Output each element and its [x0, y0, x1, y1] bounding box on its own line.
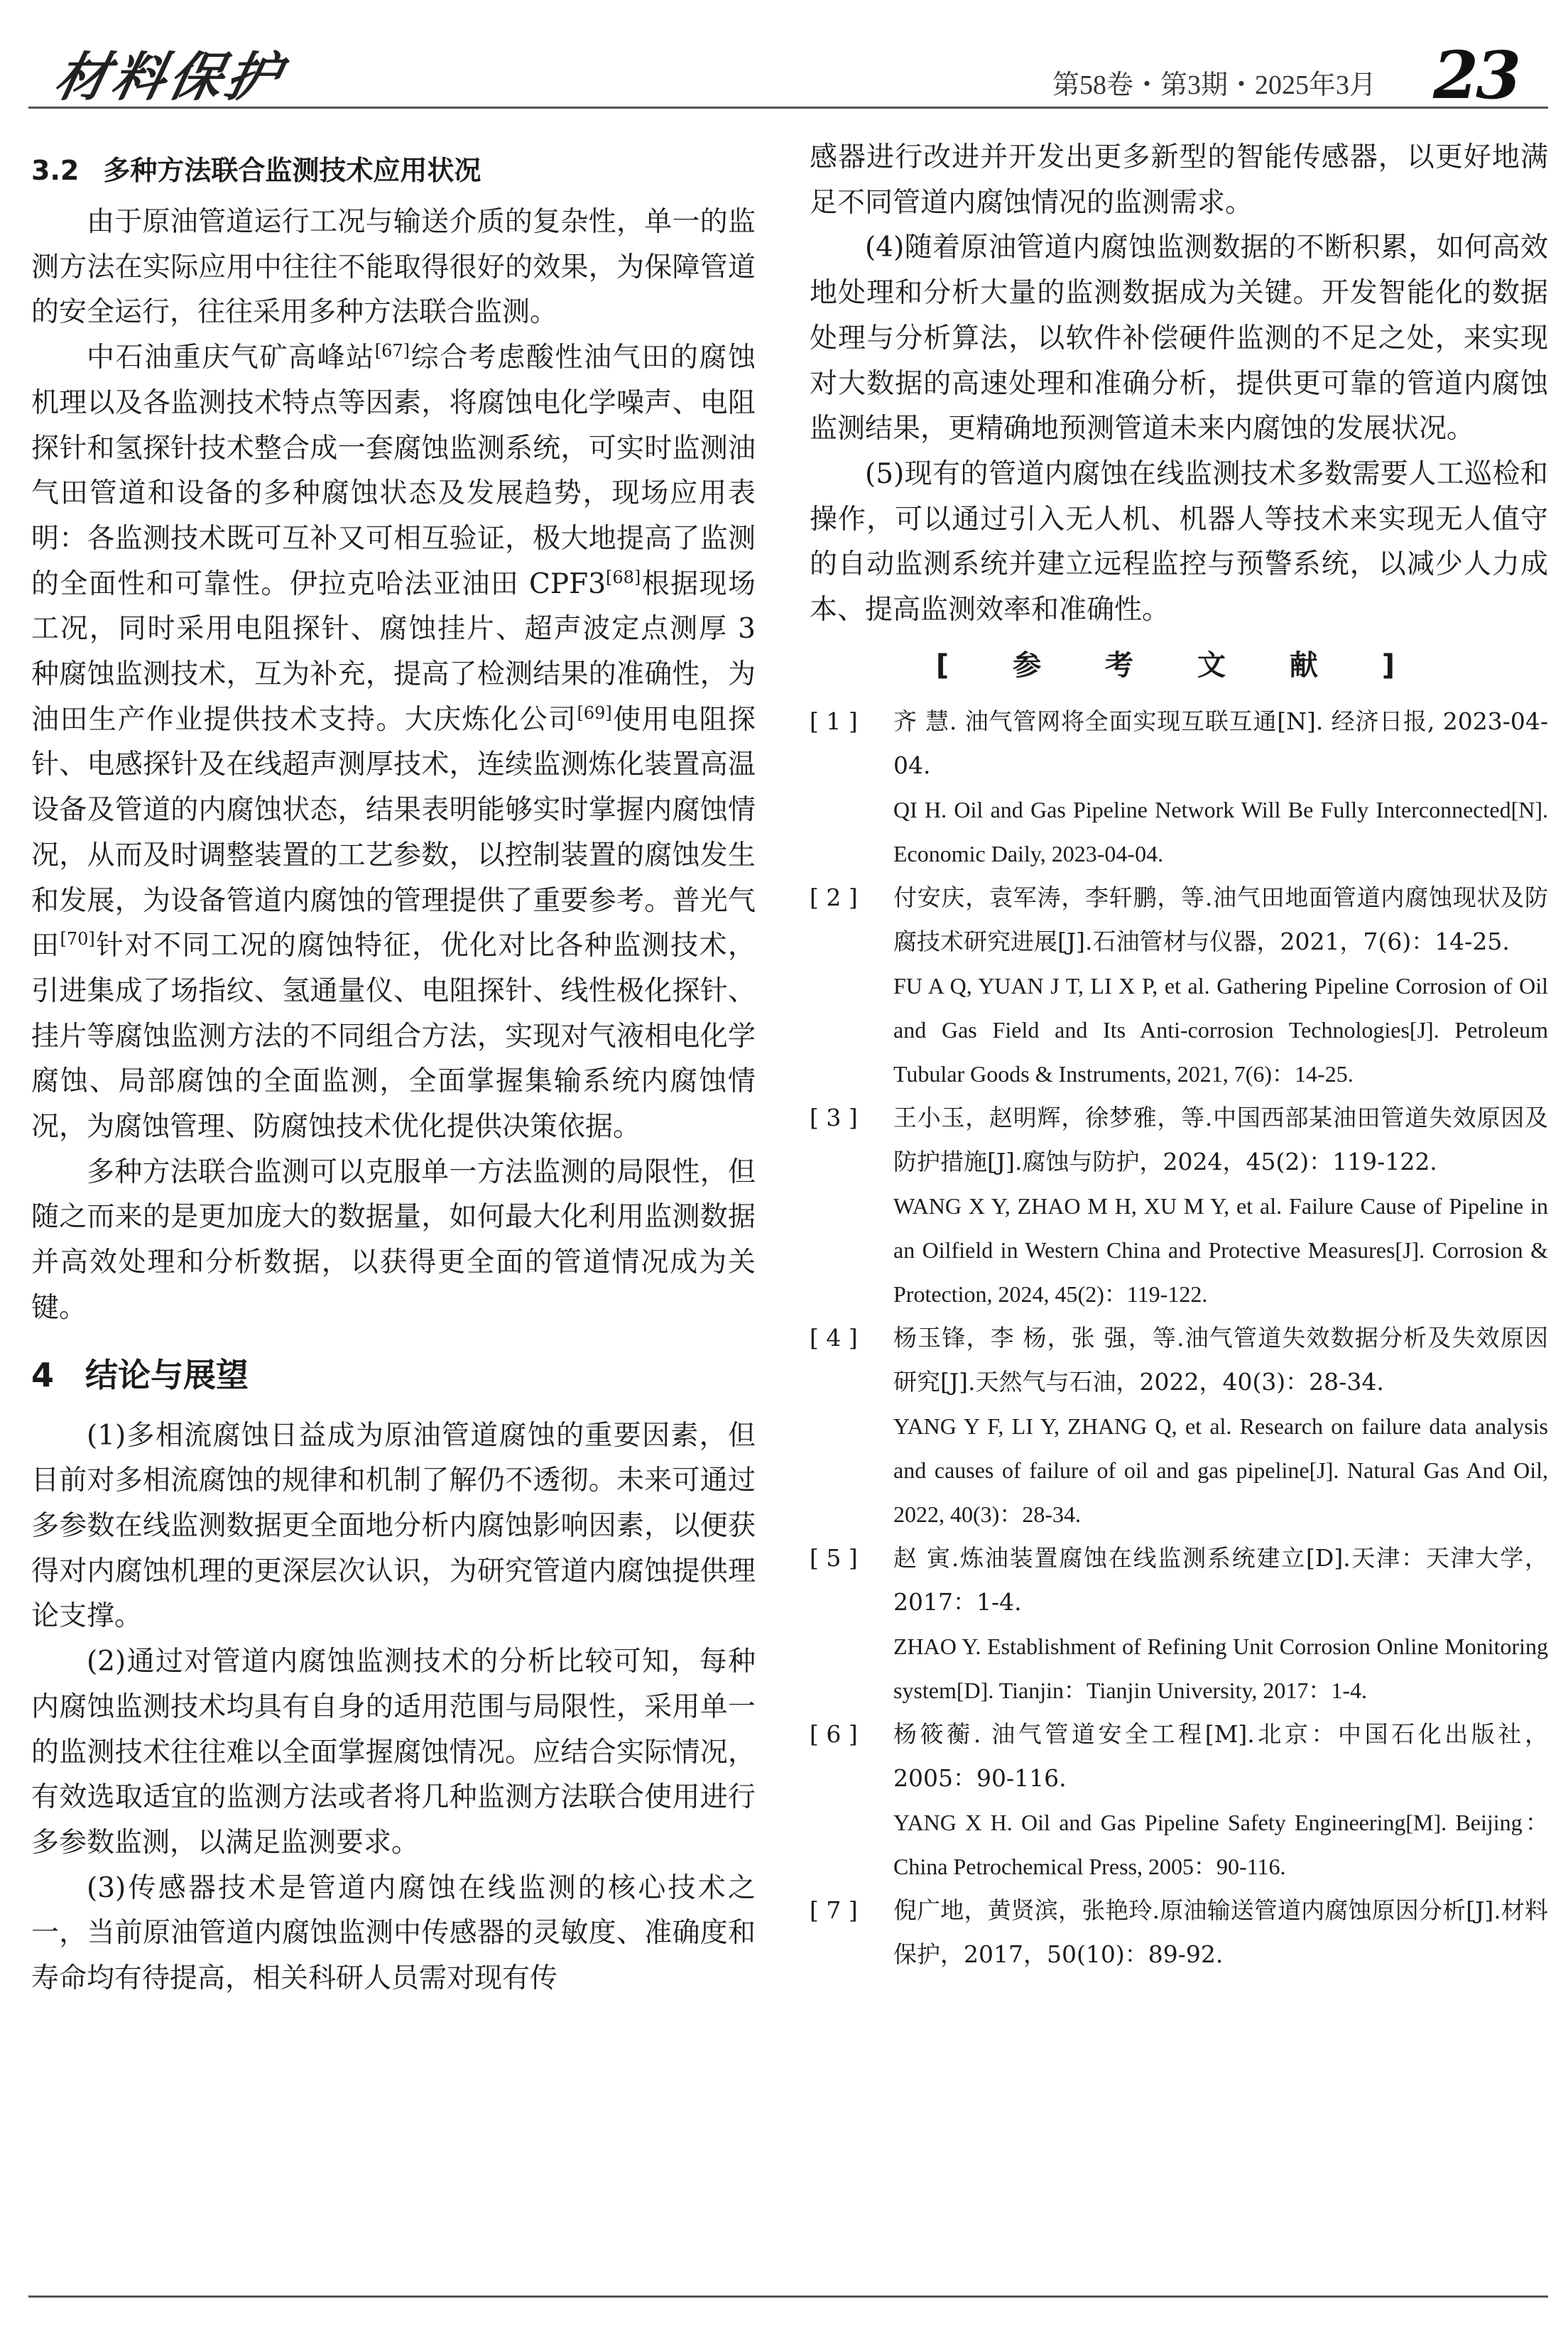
citation: [69] — [577, 702, 612, 723]
text-run: 根据现场工况，同时采用电阻探针、腐蚀挂片、超声波定点测厚 3 种腐蚀监测技术，互为补充，提高了检测结果的准确性，为油田生产作业提供技术支持。大庆炼化公司 — [31, 567, 756, 736]
conclusion-1: (1)多相流腐蚀日益成为原油管道腐蚀的重要因素，但目前对多相流腐蚀的规律和机制了解仍不透彻。未来可通过多参数在线监测数据更全面地分析内腐蚀影响因素，以便获得对内腐蚀机理的更深层次认识，为研究管道内腐蚀提供理论支撑。 — [31, 1419, 756, 1633]
page-header — [28, 21, 1554, 114]
reference-cn: 杨筱蘅. 油气管道安全工程[M].北京：中国石化出版社，2005：90-116. — [893, 1719, 1548, 1792]
right-column — [810, 135, 1548, 1977]
reference-cn: 倪广地，黄贤滨，张艳玲.原油输送管道内腐蚀原因分析[J].材料保护，2017，50(10)：89-92. — [893, 1896, 1548, 1968]
section-3-2-heading — [31, 153, 756, 188]
citation: [67] — [374, 341, 410, 362]
page-number: 23 — [1432, 37, 1518, 114]
references-heading: [ 参 考 文 献 ] — [935, 648, 1422, 682]
reference-cn: 付安庆，袁军涛，李轩鹏，等.油气田地面管道内腐蚀现状及防腐技术研究进展[J].石油管材与仪器，2021，7(6)：14-25. — [893, 883, 1548, 955]
text-run: 中石油重庆气矿高峰站 — [87, 342, 375, 374]
reference-en: FU A Q, YUAN J T, LI X P, et al. Gathering Pipeline Corrosion of Oil and Gas Field and Its Anti-corrosion Technologies[J]. Petroleum Tubular Goods & Instruments, 2021, 7(6)：14-25. — [893, 972, 1548, 1087]
reference-number: [ 5 ] — [810, 1543, 858, 1572]
reference-en: YANG X H. Oil and Gas Pipeline Safety Engineering[M]. Beijing：China Petrochemical Press, 2005：90-116. — [893, 1809, 1548, 1879]
reference-item — [810, 876, 1548, 1096]
reference-list — [810, 700, 1548, 1977]
reference-en: WANG X Y, ZHAO M H, XU M Y, et al. Failure Cause of Pipeline in an Oilfield in Western China and Protective Measures[J]. Corrosion & Protection, 2024, 45(2)：119-122. — [893, 1192, 1548, 1307]
section-title: 多种方法联合监测技术应用状况 — [103, 155, 481, 186]
text-run: 针对不同工况的腐蚀特征，优化对比各种监测技术，引进集成了场指纹、氢通量仪、电阻探针、线性极化探针、挂片等腐蚀监测方法的不同组合方法，实现对气液相电化学腐蚀、局部腐蚀的全面监测，全面掌握集输系统内腐蚀情况，为腐蚀管理、防腐蚀技术优化提供决策依据。 — [31, 930, 756, 1143]
paragraph-case-studies — [31, 335, 756, 1150]
reference-item — [810, 1889, 1548, 1977]
reference-item — [810, 1536, 1548, 1712]
citation: [70] — [60, 929, 95, 950]
reference-cn: 赵 寅.炼油装置腐蚀在线监测系统建立[D].天津：天津大学，2017：1-4. — [893, 1543, 1548, 1616]
reference-en: ZHAO Y. Establishment of Refining Unit Corrosion Online Monitoring system[D]. Tianjin：Tianjin University, 2017：1-4. — [893, 1633, 1548, 1703]
text-run: 使用电阻探针、电感探针及在线超声测厚技术，连续监测炼化装置高温设备及管道的内腐蚀状态，结果表明能够实时掌握内腐蚀情况，从而及时调整装置的工艺参数，以控制装置的腐蚀发生和发展，为设备管道内腐蚀的管理提供了重要参考。普光气田 — [31, 703, 756, 962]
reference-item — [810, 1316, 1548, 1536]
conclusion-4: (4)随着原油管道内腐蚀监测数据的不断积累，如何高效地处理和分析大量的监测数据成为关键。开发智能化的数据处理与分析算法，以软件补偿硬件监测的不足之处，来实现对大数据的高速处理和准确分析，提供更可靠的管道内腐蚀监测结果，更精确地预测管道未来内腐蚀的发展状况。 — [810, 232, 1548, 445]
issue-info: 第58卷・第3期・2025年3月 — [1052, 70, 1376, 100]
conclusion-3-continued: 感器进行改进并开发出更多新型的智能传感器，以更好地满足不同管道内腐蚀情况的监测需求。 — [810, 141, 1548, 219]
chapter-number: 4 — [31, 1355, 55, 1394]
reference-item — [810, 1096, 1548, 1316]
conclusion-3: (3)传感器技术是管道内腐蚀在线监测的核心技术之一，当前原油管道内腐蚀监测中传感器的灵敏度、准确度和寿命均有待提高，相关科研人员需对现有传 — [31, 1871, 756, 1995]
paragraph: 多种方法联合监测可以克服单一方法监测的局限性，但随之而来的是更加庞大的数据量，如何最大化利用监测数据并高效处理和分析数据，以获得更全面的管道情况成为关键。 — [31, 1156, 756, 1324]
reference-number: [ 1 ] — [810, 707, 858, 735]
chapter-4-heading — [31, 1354, 756, 1396]
reference-number: [ 4 ] — [810, 1323, 858, 1352]
reference-number: [ 2 ] — [810, 883, 858, 911]
reference-en: QI H. Oil and Gas Pipeline Network Will Be Fully Interconnected[N]. Economic Daily, 2023-04-04. — [893, 796, 1548, 866]
reference-number: [ 6 ] — [810, 1719, 858, 1748]
citation: [68] — [606, 567, 641, 587]
reference-item — [810, 1712, 1548, 1889]
reference-number: [ 3 ] — [810, 1103, 858, 1131]
reference-number: [ 7 ] — [810, 1896, 858, 1924]
section-number: 3.2 — [31, 155, 80, 186]
header-rule — [28, 107, 1548, 109]
text-run: 综合考虑酸性油气田的腐蚀机理以及各监测技术特点等因素，将腐蚀电化学噪声、电阻探针和氢探针技术整合成一套腐蚀监测系统，可实时监测油气田管道和设备的多种腐蚀状态及发展趋势，现场应用表明：各监测技术既可互补又可相互验证，极大地提高了监测的全面性和可靠性。伊拉克哈法亚油田 CPF3 — [31, 342, 756, 600]
footer-rule — [28, 2295, 1548, 2298]
reference-cn: 齐 慧. 油气管网将全面实现互联互通[N]. 经济日报, 2023-04-04. — [893, 707, 1548, 779]
reference-en: YANG Y F, LI Y, ZHANG Q, et al. Research on failure data analysis and causes of failure of oil and gas pipeline[J]. Natural Gas And Oil, 2022, 40(3)：28-34. — [893, 1413, 1548, 1527]
journal-logo: 材料保护 — [49, 47, 290, 108]
paragraph: 由于原油管道运行工况与输送介质的复杂性，单一的监测方法在实际应用中往往不能取得很好的效果，为保障管道的安全运行，往往采用多种方法联合监测。 — [31, 206, 756, 329]
left-column — [31, 138, 756, 2001]
reference-cn: 王小玉，赵明辉，徐梦雅，等.中国西部某油田管道失效原因及防护措施[J].腐蚀与防护，2024，45(2)：119-122. — [893, 1103, 1548, 1175]
chapter-title: 结论与展望 — [85, 1355, 249, 1394]
reference-item — [810, 700, 1548, 876]
conclusion-2: (2)通过对管道内腐蚀监测技术的分析比较可知，每种内腐蚀监测技术均具有自身的适用范围与局限性，采用单一的监测技术往往难以全面掌握腐蚀情况。应结合实际情况，有效选取适宜的监测方法或者将几种监测方法联合使用进行多参数监测，以满足监测要求。 — [31, 1646, 756, 1859]
reference-cn: 杨玉锋，李 杨，张 强，等.油气管道失效数据分析及失效原因研究[J].天然气与石油，2022，40(3)：28-34. — [893, 1323, 1548, 1396]
conclusion-5: (5)现有的管道内腐蚀在线监测技术多数需要人工巡检和操作，可以通过引入无人机、机器人等技术来实现无人值守的自动监测系统并建立远程监控与预警系统，以减少人力成本、提高监测效率和准确性。 — [810, 457, 1548, 626]
